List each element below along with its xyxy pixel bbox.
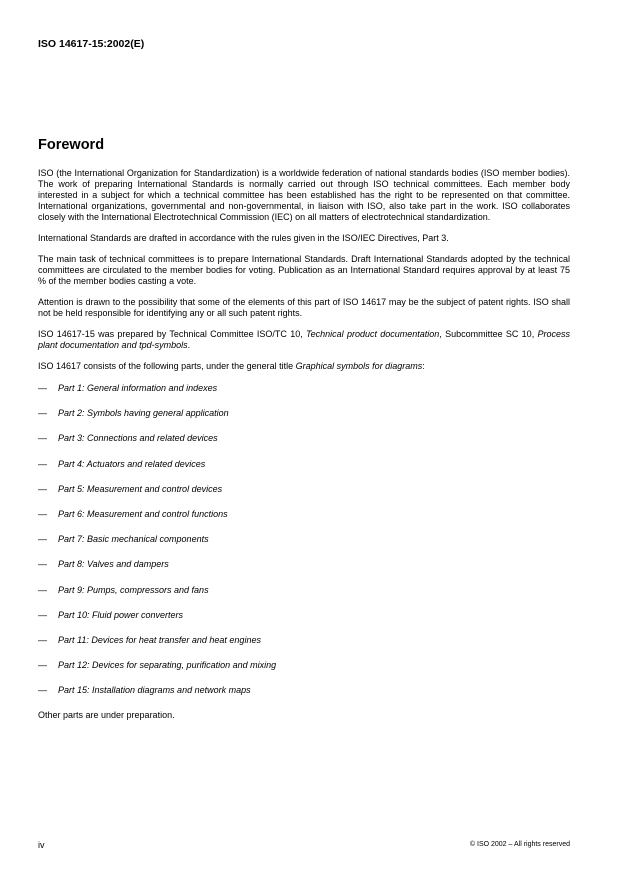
prepared-by-text: ISO 14617-15 was prepared by Technical Committee ISO/TC 10, — [38, 329, 306, 339]
page-title: Foreword — [38, 137, 105, 153]
list-item — [38, 685, 570, 699]
part-label: Part 7: Basic mechanical components — [58, 534, 209, 545]
committee-title: Technical product documentation — [305, 329, 440, 339]
list-item — [38, 433, 570, 447]
parts-list — [38, 383, 570, 699]
part-label: Part 6: Measurement and control functions — [58, 508, 228, 519]
list-item — [38, 610, 570, 624]
document-id-header: ISO 14617-15:2002(E) — [38, 38, 145, 50]
part-label: Part 2: Symbols having general application — [58, 408, 229, 419]
subcommittee-text: , Subcommittee SC 10, — [439, 329, 538, 339]
paragraph-closing: Other parts are under preparation. — [38, 710, 175, 721]
paragraph-prepared-by — [38, 329, 570, 351]
dash-marker: — — [38, 433, 47, 444]
dash-marker: — — [38, 685, 47, 696]
foreword-body — [38, 168, 570, 731]
paragraph-drafting-rules: International Standards are drafted in accordance with the rules given in the ISO/IEC Directives, Part 3. — [38, 233, 449, 243]
dash-marker: — — [38, 634, 47, 645]
part-label: Part 5: Measurement and control devices — [58, 483, 223, 494]
part-label: Part 1: General information and indexes — [58, 383, 218, 393]
list-item — [38, 660, 570, 674]
parts-intro-text: ISO 14617 consists of the following parts, under the general title — [38, 361, 296, 371]
list-item — [38, 459, 570, 473]
page-number: iv — [38, 840, 45, 850]
part-label: Part 12: Devices for separating, purification and mixing — [58, 660, 277, 671]
part-label: Part 10: Fluid power converters — [58, 609, 184, 620]
prepared-by-end: . — [187, 340, 191, 350]
part-label: Part 8: Valves and dampers — [58, 559, 169, 570]
dash-marker: — — [38, 508, 47, 519]
list-item — [38, 509, 570, 523]
part-label: Part 11: Devices for heat transfer and heat engines — [58, 634, 261, 645]
paragraph-technical-committees: The main task of technical committees is to prepare International Standards. Draft International Standards adopted by the technical committees are circulated to the member bodies for voting. Publication as an International Standard requires approval by at least 75 % of the member bodies casting a vote. — [38, 254, 570, 286]
dash-marker: — — [38, 609, 47, 620]
dash-marker: — — [38, 559, 47, 570]
list-item — [38, 408, 570, 422]
paragraph-iso-federation: ISO (the International Organization for Standardization) is a worldwide federation of national standards bodies (ISO member bodies). The work of preparing International Standards is normally carried out through ISO technical committees. Each member body interested in a subject for which a technical committee has been established has the right to be represented on that committee. International organizations, governmental and non-governmental, in liaison with ISO, also take part in the work. ISO collaborates closely with the International Electrotechnical Commission (IEC) on all matters of electrotechnical standardization. — [38, 168, 570, 222]
part-label: Part 4: Actuators and related devices — [58, 458, 206, 469]
dash-marker: — — [38, 408, 47, 419]
list-item — [38, 559, 570, 573]
list-item — [38, 585, 570, 599]
list-item — [38, 635, 570, 649]
subcommittee-title: Process plant documentation and tpd-symbols — [38, 329, 570, 350]
part-label: Part 9: Pumps, compressors and fans — [58, 584, 209, 595]
part-label: Part 3: Connections and related devices — [58, 433, 218, 444]
general-title: Graphical symbols for diagrams — [295, 361, 423, 371]
dash-marker: — — [38, 383, 47, 393]
dash-marker: — — [38, 660, 47, 671]
copyright-notice: © ISO 2002 – All rights reserved — [469, 841, 570, 848]
parts-intro-end: : — [422, 361, 425, 371]
dash-marker: — — [38, 584, 47, 595]
dash-marker: — — [38, 458, 47, 469]
list-item — [38, 484, 570, 498]
dash-marker: — — [38, 534, 47, 545]
part-label: Part 15: Installation diagrams and network maps — [58, 685, 251, 696]
list-item — [38, 383, 570, 397]
paragraph-patent-rights: Attention is drawn to the possibility that some of the elements of this part of ISO 14617 may be the subject of patent rights. ISO shall not be held responsible for identifying any or all such patent rights. — [38, 297, 570, 318]
paragraph-parts-intro — [38, 361, 570, 372]
dash-marker: — — [38, 483, 47, 494]
list-item — [38, 534, 570, 548]
